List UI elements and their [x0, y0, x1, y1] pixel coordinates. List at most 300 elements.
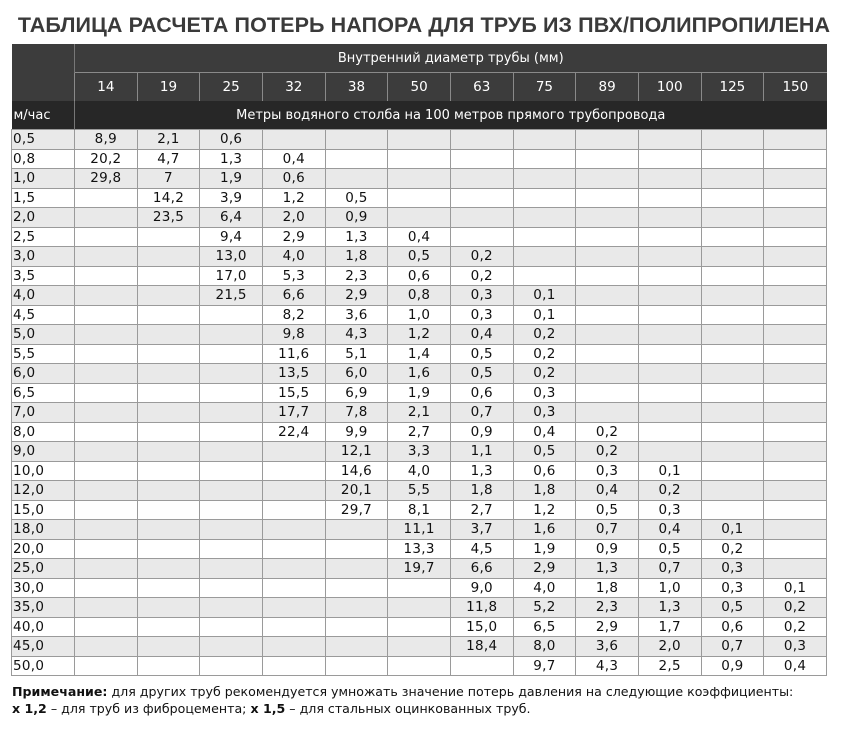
- head-loss-cell: 0,4: [764, 656, 827, 676]
- flow-rate-cell: 5,0: [12, 325, 75, 345]
- head-loss-cell: [764, 520, 827, 540]
- head-loss-cell: [137, 500, 200, 520]
- head-loss-cell: 4,7: [137, 149, 200, 169]
- head-loss-cell: 18,4: [450, 637, 513, 657]
- head-loss-cell: [576, 403, 639, 423]
- head-loss-cell: [513, 149, 576, 169]
- table-row: [12, 617, 827, 637]
- table-row: [12, 539, 827, 559]
- head-loss-cell: 9,0: [450, 578, 513, 598]
- head-loss-cell: [638, 227, 701, 247]
- table-row: [12, 383, 827, 403]
- head-loss-cell: 9,7: [513, 656, 576, 676]
- head-loss-cell: [75, 188, 138, 208]
- head-loss-cell: [388, 188, 451, 208]
- head-loss-cell: 0,7: [701, 637, 764, 657]
- head-loss-cell: 2,3: [576, 598, 639, 618]
- head-loss-cell: [200, 520, 263, 540]
- head-loss-cell: 29,7: [325, 500, 388, 520]
- head-loss-cell: [200, 364, 263, 384]
- head-loss-cell: [701, 422, 764, 442]
- head-loss-cell: [137, 617, 200, 637]
- head-loss-cell: 13,3: [388, 539, 451, 559]
- head-loss-cell: 1,3: [576, 559, 639, 579]
- head-loss-cell: 7,8: [325, 403, 388, 423]
- head-loss-cell: 1,3: [450, 461, 513, 481]
- table-row: [12, 422, 827, 442]
- head-loss-cell: 17,7: [262, 403, 325, 423]
- head-loss-cell: [200, 559, 263, 579]
- head-loss-cell: [513, 208, 576, 228]
- head-loss-cell: 0,6: [200, 130, 263, 150]
- head-loss-cell: 12,1: [325, 442, 388, 462]
- head-loss-cell: 6,6: [262, 286, 325, 306]
- head-loss-cell: [75, 539, 138, 559]
- head-loss-cell: [75, 617, 138, 637]
- head-loss-cell: [200, 383, 263, 403]
- head-loss-cell: 1,2: [388, 325, 451, 345]
- head-loss-cell: 1,3: [325, 227, 388, 247]
- head-loss-cell: 17,0: [200, 266, 263, 286]
- head-loss-cell: [764, 247, 827, 267]
- head-loss-cell: [262, 130, 325, 150]
- table-row: [12, 598, 827, 618]
- diameter-caption: Внутренний диаметр трубы (мм): [75, 44, 827, 73]
- table-row: [12, 169, 827, 189]
- flow-rate-cell: 0,8: [12, 149, 75, 169]
- head-loss-cell: 0,9: [701, 656, 764, 676]
- head-loss-cell: 0,4: [576, 481, 639, 501]
- table-row: [12, 305, 827, 325]
- head-loss-cell: 1,8: [576, 578, 639, 598]
- flow-rate-cell: 45,0: [12, 637, 75, 657]
- head-loss-cell: [75, 403, 138, 423]
- head-loss-cell: [75, 422, 138, 442]
- corner-cell: [12, 44, 75, 73]
- head-loss-cell: 1,2: [513, 500, 576, 520]
- table-row: [12, 442, 827, 462]
- head-loss-cell: [75, 598, 138, 618]
- table-row: [12, 247, 827, 267]
- head-loss-cell: 0,7: [450, 403, 513, 423]
- flow-rate-cell: 3,5: [12, 266, 75, 286]
- head-loss-cell: 1,4: [388, 344, 451, 364]
- head-loss-cell: [262, 617, 325, 637]
- head-loss-cell: 0,3: [701, 559, 764, 579]
- head-loss-cell: 2,9: [513, 559, 576, 579]
- head-loss-cell: [513, 169, 576, 189]
- head-loss-cell: 0,2: [513, 344, 576, 364]
- head-loss-cell: 11,6: [262, 344, 325, 364]
- head-loss-cell: 8,9: [75, 130, 138, 150]
- head-loss-cell: 1,8: [450, 481, 513, 501]
- diameter-header-cell: 150: [764, 73, 827, 102]
- head-loss-cell: 21,5: [200, 286, 263, 306]
- head-loss-cell: [137, 266, 200, 286]
- head-loss-cell: 0,2: [513, 325, 576, 345]
- head-loss-cell: 2,1: [388, 403, 451, 423]
- head-loss-cell: 1,8: [513, 481, 576, 501]
- table-row: [12, 149, 827, 169]
- table-row: [12, 227, 827, 247]
- head-loss-cell: 0,2: [638, 481, 701, 501]
- flow-rate-cell: 30,0: [12, 578, 75, 598]
- head-loss-cell: 3,7: [450, 520, 513, 540]
- head-loss-cell: [75, 325, 138, 345]
- head-loss-cell: 0,3: [513, 403, 576, 423]
- head-loss-cell: 4,0: [513, 578, 576, 598]
- head-loss-cell: 2,7: [450, 500, 513, 520]
- flow-rate-cell: 9,0: [12, 442, 75, 462]
- head-loss-cell: 0,4: [513, 422, 576, 442]
- head-loss-cell: 8,1: [388, 500, 451, 520]
- head-loss-cell: [638, 403, 701, 423]
- head-loss-cell: [325, 598, 388, 618]
- flow-rate-cell: 40,0: [12, 617, 75, 637]
- head-loss-cell: [262, 559, 325, 579]
- head-loss-cell: 4,3: [576, 656, 639, 676]
- head-loss-cell: [513, 188, 576, 208]
- head-loss-cell: 19,7: [388, 559, 451, 579]
- head-loss-cell: 0,9: [576, 539, 639, 559]
- table-row: [12, 286, 827, 306]
- head-loss-cell: 0,3: [764, 637, 827, 657]
- head-loss-cell: [137, 598, 200, 618]
- head-loss-cell: [764, 383, 827, 403]
- head-loss-cell: [701, 403, 764, 423]
- head-loss-cell: [638, 169, 701, 189]
- flow-rate-cell: 35,0: [12, 598, 75, 618]
- flow-rate-cell: 1,0: [12, 169, 75, 189]
- head-loss-cell: [325, 637, 388, 657]
- table-row: [12, 188, 827, 208]
- head-loss-cell: 1,1: [450, 442, 513, 462]
- head-loss-cell: [764, 403, 827, 423]
- head-loss-cell: [200, 539, 263, 559]
- head-loss-cell: 0,3: [513, 383, 576, 403]
- table-row: [12, 481, 827, 501]
- head-loss-cell: [137, 403, 200, 423]
- head-loss-cell: [262, 500, 325, 520]
- head-loss-cell: [75, 520, 138, 540]
- diameter-header-cell: 38: [325, 73, 388, 102]
- head-loss-cell: [388, 617, 451, 637]
- head-loss-cell: [764, 325, 827, 345]
- head-loss-cell: [262, 598, 325, 618]
- table-row: [12, 578, 827, 598]
- head-loss-cell: [764, 266, 827, 286]
- head-loss-cell: 0,1: [513, 286, 576, 306]
- head-loss-cell: 0,4: [450, 325, 513, 345]
- head-loss-cell: [701, 149, 764, 169]
- table-row: [12, 344, 827, 364]
- head-loss-cell: 5,5: [388, 481, 451, 501]
- flow-rate-cell: 8,0: [12, 422, 75, 442]
- head-loss-cell: [764, 559, 827, 579]
- head-loss-cell: [513, 247, 576, 267]
- head-loss-cell: 0,4: [638, 520, 701, 540]
- head-loss-table: [11, 44, 827, 676]
- head-loss-cell: 0,9: [450, 422, 513, 442]
- head-loss-cell: [576, 149, 639, 169]
- head-loss-cell: [764, 539, 827, 559]
- head-loss-cell: [388, 130, 451, 150]
- head-loss-cell: 1,9: [513, 539, 576, 559]
- head-loss-cell: [513, 130, 576, 150]
- head-loss-cell: [200, 481, 263, 501]
- head-loss-cell: 1,9: [388, 383, 451, 403]
- head-loss-cell: 1,6: [513, 520, 576, 540]
- flow-rate-cell: 4,5: [12, 305, 75, 325]
- head-loss-cell: [75, 305, 138, 325]
- head-loss-cell: 0,3: [450, 286, 513, 306]
- head-loss-cell: 4,5: [450, 539, 513, 559]
- head-loss-cell: 11,1: [388, 520, 451, 540]
- head-loss-cell: [450, 208, 513, 228]
- head-loss-cell: 0,8: [388, 286, 451, 306]
- head-loss-cell: 2,7: [388, 422, 451, 442]
- head-loss-cell: 0,2: [764, 617, 827, 637]
- head-loss-cell: 1,3: [200, 149, 263, 169]
- head-loss-cell: [75, 500, 138, 520]
- head-loss-cell: 14,2: [137, 188, 200, 208]
- table-row: [12, 403, 827, 423]
- head-loss-cell: [576, 364, 639, 384]
- diameter-header-cell: 32: [262, 73, 325, 102]
- head-loss-cell: [75, 383, 138, 403]
- diameter-header-cell: 89: [576, 73, 639, 102]
- flow-rate-cell: 3,0: [12, 247, 75, 267]
- head-loss-cell: 0,2: [450, 266, 513, 286]
- head-loss-cell: [701, 481, 764, 501]
- head-loss-cell: [200, 442, 263, 462]
- head-loss-cell: [638, 208, 701, 228]
- footnote-text-1: для других труб рекомендуется умножать значение потерь давления на следующие коэффициенты:: [107, 684, 794, 699]
- footnote-line-1: [12, 683, 842, 700]
- head-loss-cell: 0,2: [513, 364, 576, 384]
- head-loss-cell: [388, 169, 451, 189]
- head-loss-cell: [576, 344, 639, 364]
- head-loss-cell: [75, 481, 138, 501]
- footnote-text-2: – для труб из фиброцемента;: [46, 701, 251, 716]
- head-loss-cell: [764, 305, 827, 325]
- head-loss-cell: [200, 637, 263, 657]
- flow-rate-cell: 12,0: [12, 481, 75, 501]
- head-loss-cell: 3,9: [200, 188, 263, 208]
- head-loss-cell: [75, 461, 138, 481]
- coefficient-fibrocement: x 1,2: [12, 701, 47, 716]
- head-loss-cell: 15,0: [450, 617, 513, 637]
- head-loss-cell: 29,8: [75, 169, 138, 189]
- table-row: [12, 130, 827, 150]
- head-loss-cell: [262, 539, 325, 559]
- footnote: [12, 683, 842, 717]
- head-loss-cell: [701, 461, 764, 481]
- head-loss-cell: [701, 500, 764, 520]
- head-loss-cell: 3,3: [388, 442, 451, 462]
- head-loss-cell: 0,2: [764, 598, 827, 618]
- flow-rate-cell: 7,0: [12, 403, 75, 423]
- table-row: [12, 461, 827, 481]
- head-loss-cell: 8,2: [262, 305, 325, 325]
- head-loss-cell: [388, 208, 451, 228]
- footnote-label: Примечание:: [12, 684, 108, 699]
- head-loss-cell: [701, 169, 764, 189]
- head-loss-cell: [388, 637, 451, 657]
- head-loss-cell: [75, 656, 138, 676]
- head-loss-cell: [576, 325, 639, 345]
- head-loss-cell: 5,3: [262, 266, 325, 286]
- diameter-caption-row: [12, 44, 827, 73]
- head-loss-cell: 9,8: [262, 325, 325, 345]
- diameter-header-cell: 19: [137, 73, 200, 102]
- diameter-header-cell: 75: [513, 73, 576, 102]
- head-loss-cell: [450, 149, 513, 169]
- head-loss-cell: [701, 442, 764, 462]
- table-row: [12, 559, 827, 579]
- head-loss-cell: [200, 598, 263, 618]
- head-loss-cell: [75, 637, 138, 657]
- head-loss-cell: 0,2: [450, 247, 513, 267]
- head-loss-cell: 1,8: [325, 247, 388, 267]
- head-loss-cell: 2,9: [262, 227, 325, 247]
- head-loss-cell: [764, 208, 827, 228]
- head-loss-cell: 22,4: [262, 422, 325, 442]
- head-loss-cell: [764, 169, 827, 189]
- head-loss-cell: [764, 422, 827, 442]
- head-loss-cell: 0,5: [450, 344, 513, 364]
- head-loss-cell: [764, 188, 827, 208]
- head-loss-cell: [137, 422, 200, 442]
- head-loss-cell: [137, 286, 200, 306]
- table-row: [12, 520, 827, 540]
- head-loss-cell: [638, 286, 701, 306]
- head-loss-cell: 0,7: [638, 559, 701, 579]
- flow-unit-label: м/час: [12, 101, 75, 130]
- head-loss-cell: [576, 188, 639, 208]
- head-loss-cell: [576, 247, 639, 267]
- table-row: [12, 266, 827, 286]
- diameter-header-row: [12, 73, 827, 102]
- head-loss-cell: [137, 656, 200, 676]
- head-loss-cell: 7: [137, 169, 200, 189]
- head-loss-cell: [576, 130, 639, 150]
- head-loss-cell: 9,4: [200, 227, 263, 247]
- head-loss-cell: [200, 422, 263, 442]
- head-loss-cell: 0,6: [701, 617, 764, 637]
- table-body: [12, 130, 827, 676]
- head-loss-cell: [576, 286, 639, 306]
- head-loss-cell: 0,3: [638, 500, 701, 520]
- diameter-header-cell: 25: [200, 73, 263, 102]
- head-loss-cell: [262, 578, 325, 598]
- head-loss-cell: [638, 188, 701, 208]
- head-loss-cell: [75, 559, 138, 579]
- flow-rate-cell: 5,5: [12, 344, 75, 364]
- head-loss-cell: [764, 461, 827, 481]
- head-loss-cell: [137, 559, 200, 579]
- head-loss-cell: [137, 637, 200, 657]
- head-loss-cell: [262, 656, 325, 676]
- head-loss-cell: 1,0: [388, 305, 451, 325]
- head-loss-cell: 4,0: [262, 247, 325, 267]
- head-loss-cell: [450, 188, 513, 208]
- head-loss-cell: 0,3: [701, 578, 764, 598]
- head-loss-cell: [262, 520, 325, 540]
- head-loss-cell: 0,4: [262, 149, 325, 169]
- head-loss-cell: [638, 266, 701, 286]
- head-loss-cell: [137, 247, 200, 267]
- diameter-header-cell: 63: [450, 73, 513, 102]
- head-loss-cell: [200, 578, 263, 598]
- head-loss-cell: [576, 383, 639, 403]
- flow-rate-cell: 15,0: [12, 500, 75, 520]
- head-loss-cell: [450, 169, 513, 189]
- head-loss-cell: [638, 422, 701, 442]
- head-loss-cell: [137, 520, 200, 540]
- head-loss-cell: [137, 481, 200, 501]
- head-loss-cell: 8,0: [513, 637, 576, 657]
- head-loss-cell: 0,6: [513, 461, 576, 481]
- head-loss-cell: 9,9: [325, 422, 388, 442]
- head-loss-cell: [701, 364, 764, 384]
- head-loss-cell: [75, 344, 138, 364]
- head-loss-cell: 13,0: [200, 247, 263, 267]
- head-loss-cell: [576, 266, 639, 286]
- head-loss-cell: [701, 305, 764, 325]
- flow-rate-cell: 6,0: [12, 364, 75, 384]
- head-loss-cell: [764, 364, 827, 384]
- head-loss-cell: [75, 227, 138, 247]
- head-loss-cell: 5,2: [513, 598, 576, 618]
- flow-rate-cell: 50,0: [12, 656, 75, 676]
- head-loss-cell: [137, 305, 200, 325]
- head-loss-cell: 0,2: [576, 422, 639, 442]
- head-loss-cell: [764, 149, 827, 169]
- head-loss-cell: 0,1: [701, 520, 764, 540]
- head-loss-cell: 6,0: [325, 364, 388, 384]
- head-loss-cell: [75, 286, 138, 306]
- head-loss-cell: [764, 500, 827, 520]
- head-loss-cell: [701, 266, 764, 286]
- head-loss-cell: 6,9: [325, 383, 388, 403]
- head-loss-cell: 1,0: [638, 578, 701, 598]
- head-loss-cell: 13,5: [262, 364, 325, 384]
- head-loss-cell: 1,6: [388, 364, 451, 384]
- head-loss-cell: 0,1: [764, 578, 827, 598]
- head-loss-cell: 6,4: [200, 208, 263, 228]
- head-loss-cell: 0,5: [638, 539, 701, 559]
- head-loss-cell: [764, 442, 827, 462]
- head-loss-cell: [576, 208, 639, 228]
- head-loss-cell: [200, 403, 263, 423]
- head-loss-cell: [200, 325, 263, 345]
- head-loss-cell: [200, 656, 263, 676]
- head-loss-cell: [576, 305, 639, 325]
- head-loss-cell: 2,0: [638, 637, 701, 657]
- values-caption: Метры водяного столба на 100 метров прямого трубопровода: [75, 101, 827, 130]
- flow-rate-cell: 4,0: [12, 286, 75, 306]
- table-row: [12, 656, 827, 676]
- head-loss-cell: [75, 578, 138, 598]
- head-loss-cell: [137, 461, 200, 481]
- head-loss-cell: [75, 247, 138, 267]
- diameter-header-cell: 125: [701, 73, 764, 102]
- flow-rate-cell: 18,0: [12, 520, 75, 540]
- head-loss-cell: [200, 617, 263, 637]
- head-loss-cell: 2,9: [576, 617, 639, 637]
- head-loss-cell: [701, 325, 764, 345]
